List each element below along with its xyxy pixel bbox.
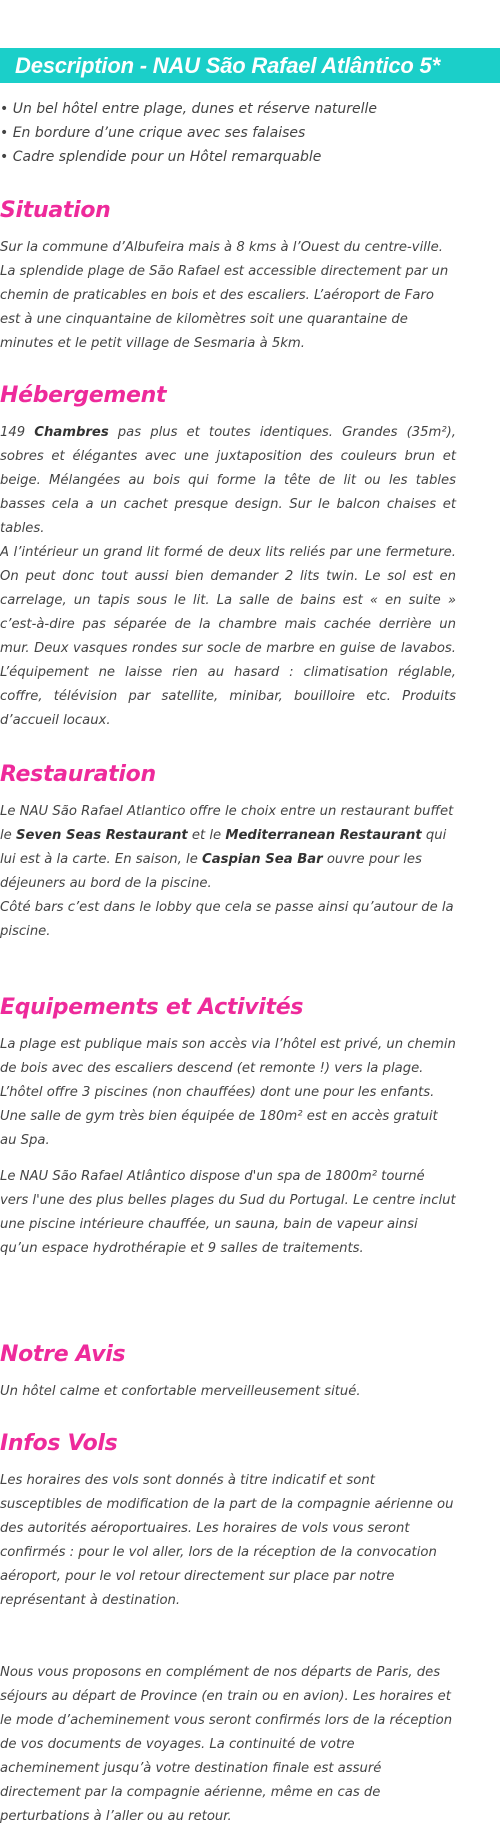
restauration-bars: Côté bars c’est dans le lobby que cela se passe ainsi qu’autour de la piscine.	[0, 900, 454, 939]
hebergement-paragraph-2: A l’intérieur un grand lit formé de deux lits reliés par une fermeture. On peut donc tout aussi bien demander 2 lits twin. Le sol est en carrelage, un tapis sous le lit. La salle de bains est « en suite » c’est-à-dire pas séparée de la chambre mais cachée derrière un mur. Deux vasques rondes sur socle de marbre en guise de lavabos. L’équipement ne laisse rien au hasard : climatisation réglable, coffre, télévision par satellite, minibar, bouilloire etc. Produits d’accueil locaux.	[0, 545, 456, 728]
list-item: • Un bel hôtel entre plage, dunes et réserve naturelle	[0, 101, 378, 117]
section-situation	[0, 197, 456, 356]
section-equipements	[0, 994, 456, 1261]
section-restauration	[0, 761, 456, 944]
section-title-restauration: Restauration	[0, 762, 156, 787]
restauration-text: Le NAU São Rafael Atlantico offre le choix entre un restaurant buffet le	[0, 804, 454, 843]
hebergement-text: pas plus et toutes identiques. Grandes (35m²), sobres et élégantes avec une juxtaposition des couleurs brun et beige. Mélangées au bois qui forme la tête de lit ou les tables basses cela a un cachet presque design. Sur le balcon chaises et tables.	[0, 425, 456, 536]
restauration-paragraph	[0, 800, 456, 896]
section-title-vols: Infos Vols	[0, 1431, 118, 1456]
section-title-equipements: Equipements et Activités	[0, 995, 304, 1020]
description-banner	[0, 48, 500, 83]
restauration-text: ouvre pour les déjeuners au bord de la piscine.	[0, 852, 422, 891]
section-vols	[0, 1430, 456, 1829]
restaurant-name-seven-seas: Seven Seas Restaurant	[15, 828, 188, 843]
description-content	[0, 97, 500, 1829]
bar-name-caspian: Caspian Sea Bar	[202, 852, 323, 867]
section-hebergement	[0, 382, 456, 733]
section-title-avis: Notre Avis	[0, 1342, 126, 1367]
section-avis	[0, 1341, 456, 1404]
hebergement-chambres: Chambres	[34, 425, 109, 440]
highlights-list	[0, 97, 456, 169]
list-item: • En bordure d’une crique avec ses falaises	[0, 125, 306, 141]
situation-text: Sur la commune d’Albufeira mais à 8 kms à l’Ouest du centre-ville. La splendide plage de São Rafael est accessible directement par un chemin de praticables en bois et des escaliers. L’aéroport de Faro est à une cinquantaine de kilomètres soit une quarantaine de minutes et le petit village de Sesmaria à 5km.	[0, 240, 449, 351]
list-item: • Cadre splendide pour un Hôtel remarquable	[0, 149, 322, 165]
section-title-hebergement: Hébergement	[0, 383, 167, 408]
hebergement-count: 149	[0, 425, 35, 440]
restauration-text: et le	[187, 828, 226, 843]
avis-text: Un hôtel calme et confortable merveilleusement situé.	[0, 1384, 361, 1399]
banner-title: Description - NAU São Rafael Atlântico 5*	[15, 52, 440, 78]
restauration-text: qui lui est à la carte. En saison, le	[0, 828, 447, 867]
section-title-situation: Situation	[0, 198, 111, 223]
equipements-paragraph-1: La plage est publique mais son accès via l’hôtel est privé, un chemin de bois avec des escaliers descend (et remonte !) vers la plage. L’hôtel offre 3 piscines (non chauffées) dont une pour les enfants. Une salle de gym très bien équipée de 180m² est en accès gratuit au Spa.	[0, 1037, 456, 1148]
restaurant-name-mediterranean: Mediterranean Restaurant	[225, 828, 422, 843]
vols-paragraph-2: Nous vous proposons en complément de nos départs de Paris, des séjours au départ de Province (en train ou en avion). Les horaires et le mode d’acheminement vous seront confirmés lors de la réception de vos documents de voyages. La continuité de votre acheminement jusqu’à votre destination finale est assuré directement par la compagnie aérienne, même en cas de perturbations à l’aller ou au retour.	[0, 1665, 453, 1824]
equipements-paragraph-2: Le NAU São Rafael Atlântico dispose d'un spa de 1800m² tourné vers l'une des plus belles plages du Sud du Portugal. Le centre inclut une piscine intérieure chauffée, un sauna, bain de vapeur ainsi qu’un espace hydrothérapie et 9 salles de traitements.	[0, 1169, 456, 1256]
hebergement-paragraph-1	[0, 421, 456, 541]
vols-paragraph-1: Les horaires des vols sont donnés à titre indicatif et sont susceptibles de modification de la part de la compagnie aérienne ou des autorités aéroportuaires. Les horaires de vols vous seront confirmés : pour le vol aller, lors de la réception de la convocation aéroport, pour le vol retour directement sur place par notre représentant à destination.	[0, 1473, 454, 1608]
